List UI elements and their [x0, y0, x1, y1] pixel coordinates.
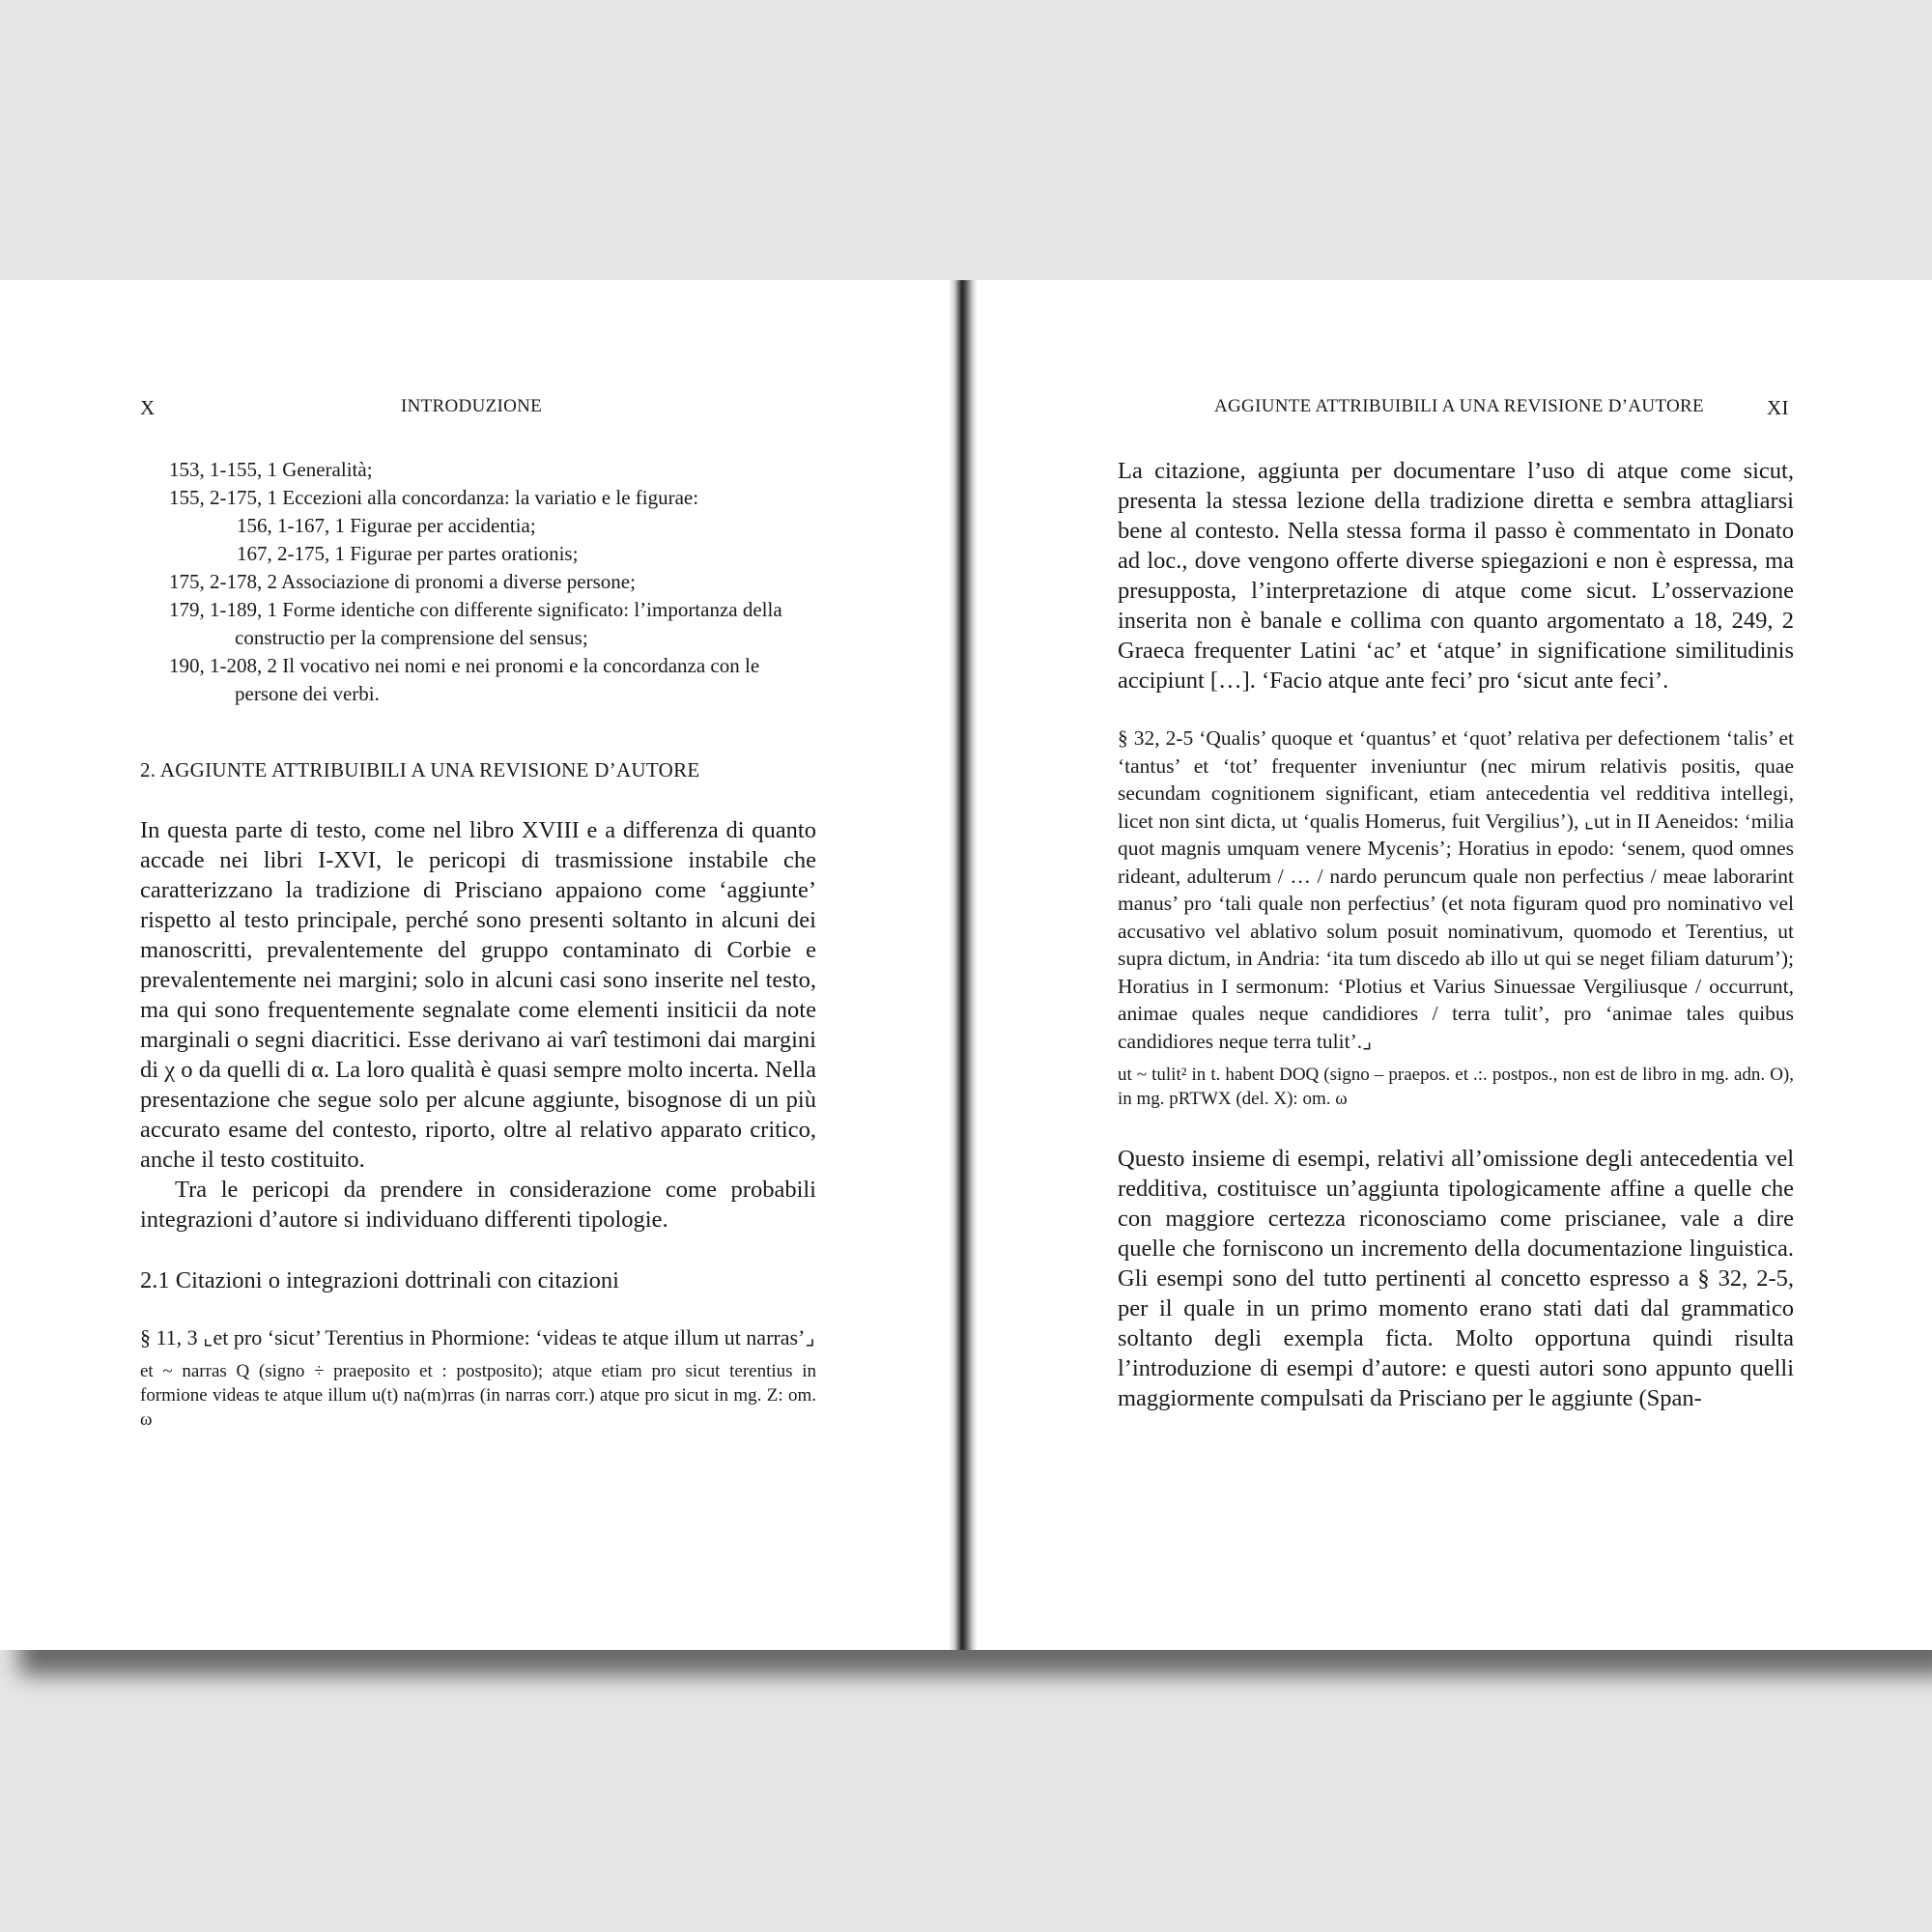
section-heading: 2. AGGIUNTE ATTRIBUIBILI A UNA REVISIONE D’AUTORE	[140, 758, 700, 781]
book-spread	[0, 280, 1932, 1650]
body-paragraph: La citazione, aggiunta per documentare l’uso di atque come sicut, presenta la stessa lezione della tradizione diretta e sembra attagliarsi bene al contesto. Nella stessa forma il passo è commentato in Donato ad loc., dove vengono offerte diverse spiegazioni e non è espressa, ma presupposta, l’interpretazione di atque come sicut. L’osservazione inserita non è banale e collima con quanto argomentato a 18, 249, 2 Graeca frequenter Latini ‘ac’ et ‘atque’ in significatione similitudinis accipiunt […]. ‘Facio atque ante feci’ pro ‘sicut ante feci’.	[1118, 458, 1794, 694]
body-paragraph: Questo insieme di esempi, relativi all’omissione degli antecedentia vel redditiva, costituisce un’aggiunta tipologicamente affine a quelle che con maggiore certezza riconosciamo come priscianee, vale a dire quelle che forniscono un incremento della documentazione linguistica. Gli esempi sono del tutto pertinenti al concetto espresso a § 32, 2-5, per il quale in un primo momento erano stati dati dal grammatico soltanto degli exempla ficta. Molto opportuna quindi risulta l’introduzione di esempi d’autore: e questi autori sono appunto quelli maggiormente compulsati da Prisciano per le aggiunte (Span-	[1118, 1146, 1794, 1411]
right-page	[976, 280, 1932, 1650]
running-head: AGGIUNTE ATTRIBUIBILI A UNA REVISIONE D’AUTORE	[1214, 396, 1704, 416]
toc-entry: 190, 1-208, 2 Il vocativo nei nomi e nei pronomi e la concordanza con le persone dei verbi.	[169, 654, 760, 705]
toc-entry: 179, 1-189, 1 Forme identiche con differente significato: l’importanza della constructio per la comprensione del sensus;	[169, 598, 782, 649]
page-number: XI	[1767, 396, 1789, 419]
body-paragraph: Tra le pericopi da prendere in considerazione come probabili integrazioni d’autore si individuano differenti tipologie.	[140, 1177, 816, 1233]
latin-quotation: § 32, 2-5 ‘Qualis’ quoque et ‘quantus’ et ‘quot’ relativa per defectionem ‘talis’ et ‘tantus’ et ‘tot’ frequenter inveniuntur (nec mirum relativis positis, quae secundam cognitionem significant, etiam antecedentia vel redditiva intellegi, licet non sint dicta, ut ‘qualis Homerus, fuit Vergilius’), ⌞ut in II Aeneidos: ‘milia quot magnis umquam venere Mycenis’; Horatius in epodo: ‘senem, quod omnes rideant, adulterum / … / nardo peruncum quale non perfectius / meae laborarint manus’ pro ‘tali quale non perfectius’ (et nota figuram quod pro nominativo vel accusativo vel ablativo solum posuit nominativum, quomodo et Terentius, ut supra dictum, in Andria: ‘ita tum discedo ab illo ut qui se neget filiam daturum’); Horatius in I sermonum: ‘Plotius et Varius Sinuessae Vergiliusque / occurrunt, animae quales neque candidiores / terra tulit’, pro ‘animae tales quibus candidiores neque terra tulit’.⌟	[1118, 726, 1794, 1053]
critical-apparatus: ut ~ tulit² in t. habent DOQ (signo – praepos. et .:. postpos., non est de libro in mg. adn. O), in mg. pRTWX (del. X): om. ω	[1118, 1065, 1794, 1109]
right-text-column	[1118, 456, 1794, 1413]
running-head: INTRODUZIONE	[401, 396, 543, 416]
body-paragraph: In questa parte di testo, come nel libro XVIII e a differenza di quanto accade nei libri I-XVI, le pericopi di trasmissione instabile che caratterizzano la tradizione di Prisciano appaiono come ‘aggiunte’ rispetto al testo principale, perché sono presenti soltanto in alcuni dei manoscritti, prevalentemente del gruppo contaminato di Corbie e prevalentemente nei margini; solo in alcuni casi sono inserite nel testo, ma qui sono frequentemente segnalate come elementi insiticii da note marginali o segni diacritici. Esse derivano ai varî testimoni dai margini di χ o da quelli di α. La loro qualità è quasi sempre molto incerta. Nella presentazione che segue solo per alcune aggiunte, bisognose di un più accurato esame del contesto, riporto, oltre al relativo apparato critico, anche il testo costituito.	[140, 817, 816, 1173]
book-gutter	[949, 280, 978, 1650]
toc-entry: 155, 2-175, 1 Eccezioni alla concordanza: la variatio e le figurae:	[169, 486, 699, 509]
toc-entry: 167, 2-175, 1 Figurae per partes orationis;	[237, 542, 579, 565]
toc-entry: 175, 2-178, 2 Associazione di pronomi a diverse persone;	[169, 570, 636, 593]
subsection-heading: 2.1 Citazioni o integrazioni dottrinali con citazioni	[140, 1267, 619, 1293]
table-of-contents	[140, 456, 816, 708]
toc-entry: 153, 1-155, 1 Generalità;	[169, 458, 373, 481]
left-text-column	[140, 456, 816, 1432]
latin-quotation: § 11, 3 ⌞et pro ‘sicut’ Terentius in Phormione: ‘videas te atque illum ut narras’⌟	[140, 1325, 815, 1350]
page-number: X	[140, 396, 156, 419]
toc-entry: 156, 1-167, 1 Figurae per accidentia;	[237, 514, 536, 537]
critical-apparatus: et ~ narras Q (signo ÷ praeposito et : postposito); atque etiam pro sicut terentius in formione videas te atque illum u(t) na(m)rras (in narras corr.) atque pro sicut in mg. Z: om. ω	[140, 1361, 816, 1430]
left-page	[0, 280, 952, 1650]
